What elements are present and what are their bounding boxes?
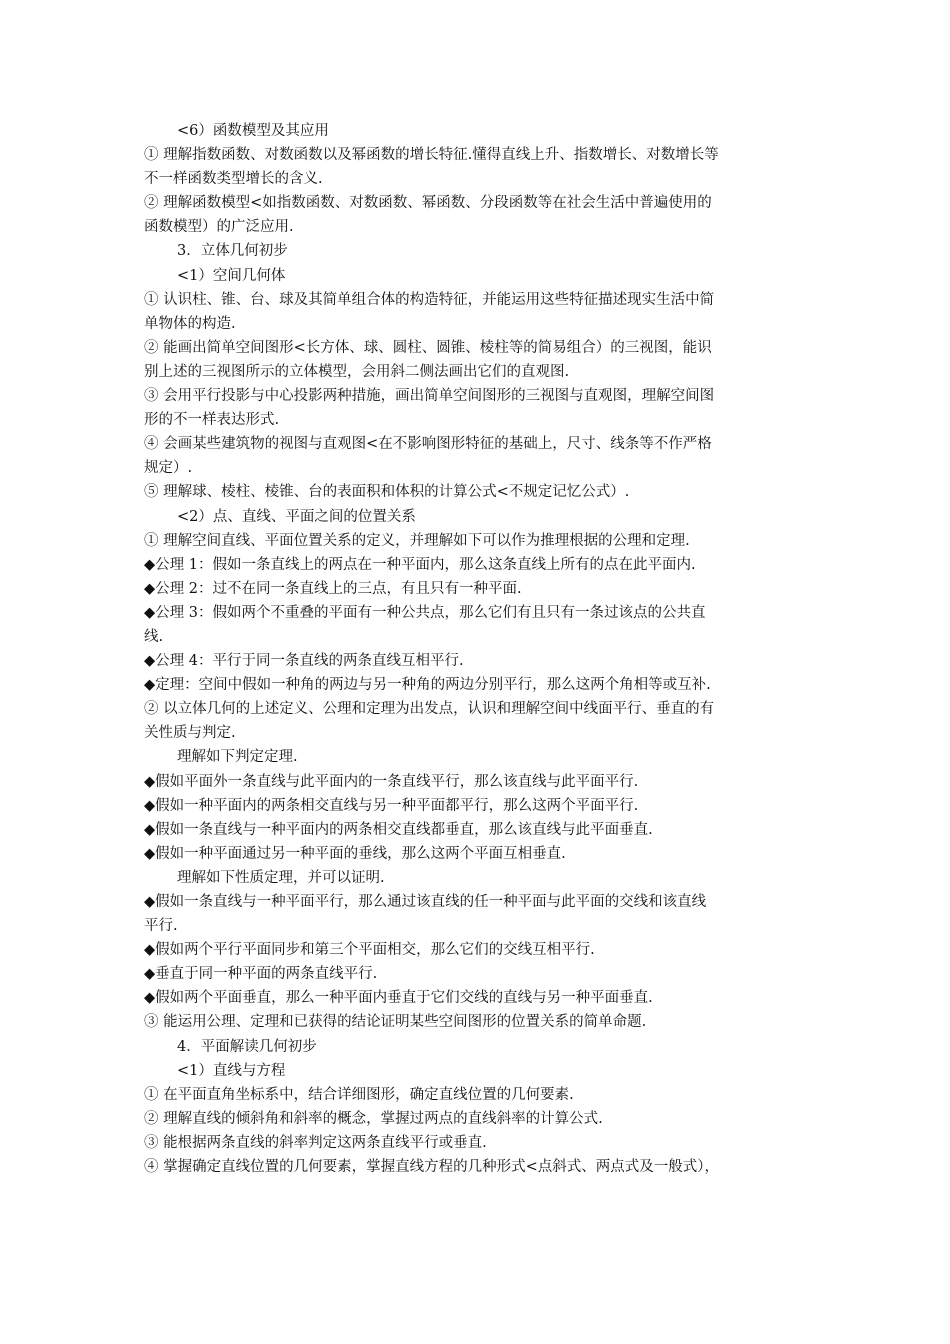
text-line: <2）点、直线、平面之间的位置关系	[177, 508, 416, 525]
text-line: 4．平面解读几何初步	[177, 1038, 317, 1055]
text-line: ◆假如两个平面垂直，那么一种平面内垂直于它们交线的直线与另一种平面垂直.	[144, 990, 653, 1007]
text-line: 别上述的三视图所示的立体模型，会用斜二侧法画出它们的直观图.	[144, 363, 570, 380]
text-line: <1）直线与方程	[177, 1062, 286, 1079]
text-line: 3．立体几何初步	[177, 243, 288, 260]
text-line: ◆公理 4：平行于同一条直线的两条直线互相平行.	[144, 653, 464, 670]
document-page	[144, 119, 810, 1179]
text-line: ◆假如两个平行平面同步和第三个平面相交，那么它们的交线互相平行.	[144, 942, 595, 959]
text-line: 不一样函数类型增长的含义.	[144, 171, 323, 188]
text-line: <6）函数模型及其应用	[177, 123, 329, 139]
text-line: 理解如下判定定理.	[177, 749, 298, 766]
text-line: ③ 能根据两条直线的斜率判定这两条直线平行或垂直.	[144, 1134, 487, 1151]
text-line: ◆假如一条直线与一种平面内的两条相交直线都垂直，那么该直线与此平面垂直.	[144, 821, 653, 838]
text-line: 线.	[144, 628, 164, 645]
text-line: 平行.	[144, 918, 178, 935]
text-line: ◆定理：空间中假如一种角的两边与另一种角的两边分别平行，那么这两个角相等或互补.	[144, 677, 711, 694]
text-line: ② 以立体几何的上述定义、公理和定理为出发点，认识和理解空间中线面平行、垂直的有	[144, 701, 715, 718]
text-line: ④ 掌握确定直线位置的几何要素，掌握直线方程的几种形式<点斜式、两点式及一般式），	[144, 1159, 720, 1176]
text-line: ◆公理 3：假如两个不重叠的平面有一种公共点，那么它们有且只有一条过该点的公共直	[144, 604, 706, 621]
text-line: ① 理解空间直线、平面位置关系的定义，并理解如下可以作为推理根据的公理和定理.	[144, 532, 690, 549]
text-line: ① 在平面直角坐标系中，结合详细图形，确定直线位置的几何要素.	[144, 1086, 574, 1103]
text-line: ◆公理 1：假如一条直线上的两点在一种平面内，那么这条直线上所有的点在此平面内.	[144, 556, 696, 573]
text-line: 形的不一样表达形式.	[144, 412, 280, 429]
text-line: 规定）.	[144, 460, 193, 477]
text-line: ◆公理 2：过不在同一条直线上的三点，有且只有一种平面.	[144, 580, 522, 597]
text-line: 函数模型）的广泛应用.	[144, 219, 294, 236]
text-line: ◆假如平面外一条直线与此平面内的一条直线平行，那么该直线与此平面平行.	[144, 773, 639, 790]
text-line: ③ 会用平行投影与中心投影两种措施，画出简单空间图形的三视图与直观图，理解空间图	[144, 388, 715, 405]
text-line: 单物体的构造.	[144, 315, 236, 332]
text-line: ◆假如一种平面内的两条相交直线与另一种平面都平行，那么这两个平面平行.	[144, 797, 639, 814]
text-line: ① 认识柱、锥、台、球及其简单组合体的构造特征，并能运用这些特征描述现实生活中简	[144, 291, 715, 308]
text-line: ◆假如一种平面通过另一种平面的垂线，那么这两个平面互相垂直.	[144, 845, 566, 862]
text-line: 理解如下性质定理，并可以证明.	[177, 869, 385, 886]
text-line: ④ 会画某些建筑物的视图与直观图<在不影响图形特征的基础上，尺寸、线条等不作严格	[144, 436, 712, 453]
text-line: <1）空间几何体	[177, 267, 286, 284]
text-line: ② 能画出简单空间图形<长方体、球、圆柱、圆锥、棱柱等的简易组合）的三视图，能识	[144, 339, 712, 356]
text-line: ⑤ 理解球、棱柱、棱锥、台的表面积和体积的计算公式<不规定记忆公式）.	[144, 484, 630, 501]
text-line: ② 理解直线的倾斜角和斜率的概念，掌握过两点的直线斜率的计算公式.	[144, 1110, 603, 1127]
text-line: ◆垂直于同一种平面的两条直线平行.	[144, 966, 378, 983]
text-line: ◆假如一条直线与一种平面平行，那么通过该直线的任一种平面与此平面的交线和该直线	[144, 894, 707, 910]
text-line: ① 理解指数函数、对数函数以及幂函数的增长特征.懂得直线上升、指数增长、对数增长等	[144, 147, 719, 164]
text-line: ② 理解函数模型<如指数函数、对数函数、幂函数、分段函数等在社会生活中普遍使用的	[144, 195, 712, 212]
text-line: ③ 能运用公理、定理和已获得的结论证明某些空间图形的位置关系的简单命题.	[144, 1014, 647, 1031]
text-line: 关性质与判定.	[144, 725, 236, 742]
